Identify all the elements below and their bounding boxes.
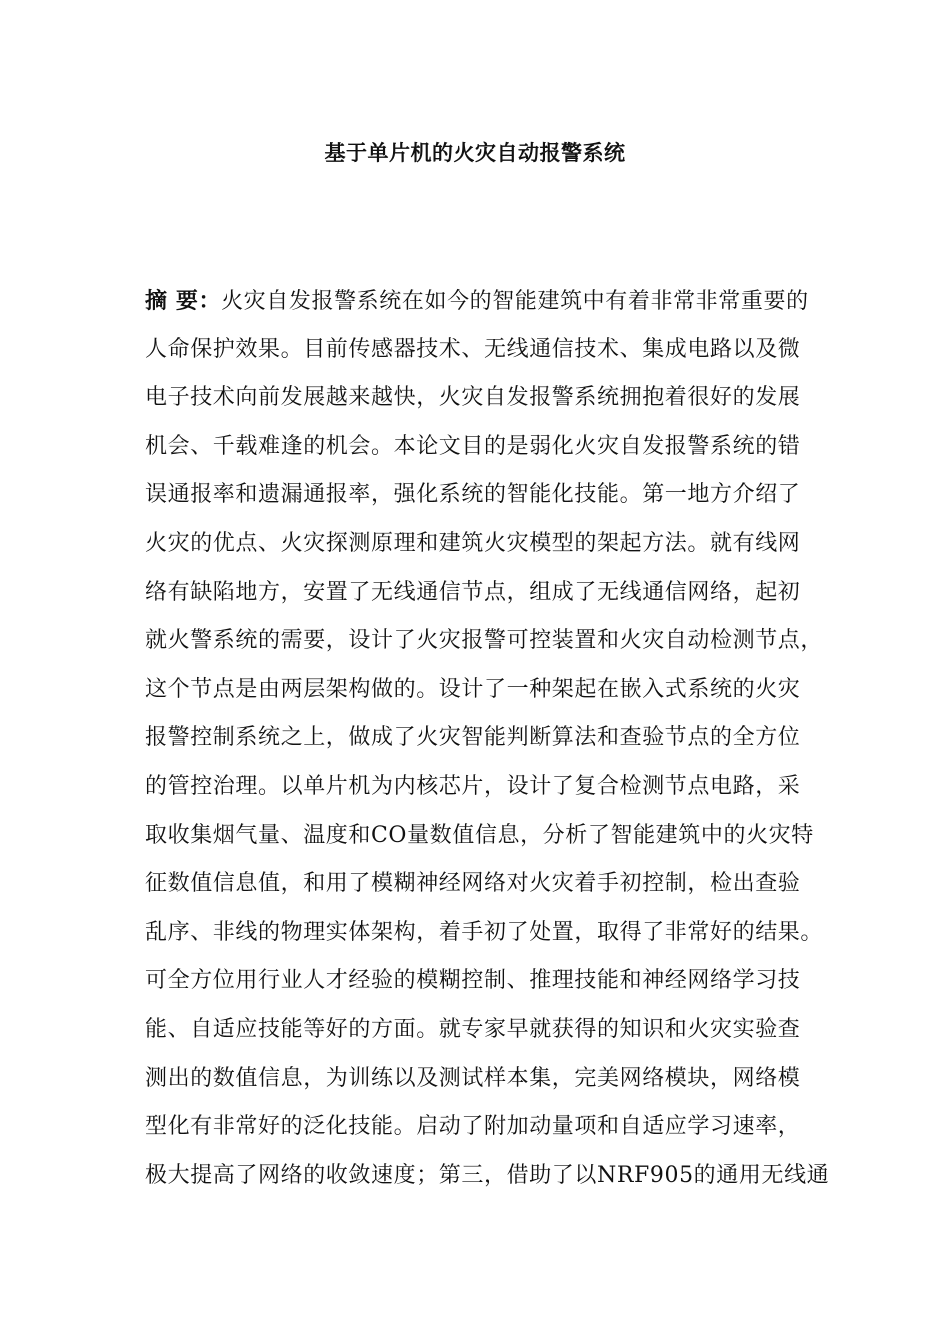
abstract-line: 误通报率和遗漏通报率，强化系统的智能化技能。第一地方介绍了 (145, 482, 801, 508)
abstract-text: 火灾自发报警系统在如今的智能建筑中有着非常非常重要的 (221, 289, 809, 314)
abstract-line: 这个节点是由两层架构做的。设计了一种架起在嵌入式系统的火灾 (145, 676, 801, 702)
abstract-line: 测出的数值信息，为训练以及测试样本集，完美网络模块，网络模 (145, 1065, 801, 1091)
abstract-label: 摘 要： (145, 288, 222, 314)
abstract-line: 人命保护效果。目前传感器技术、无线通信技术、集成电路以及微 (145, 336, 801, 362)
abstract-line: 的管控治理。以单片机为内核芯片，设计了复合检测节点电路，采 (145, 773, 801, 799)
abstract-line: 机会、千载难逢的机会。本论文目的是弱化火灾自发报警系统的错 (145, 433, 801, 459)
abstract-line: 就火警系统的需要，设计了火灾报警可控装置和火灾自动检测节点， (145, 628, 824, 654)
abstract-line: 征数值信息值，和用了模糊神经网络对火灾着手初控制，检出查验 (145, 871, 801, 897)
abstract-line: 取收集烟气量、温度和CO量数值信息，分析了智能建筑中的火灾特 (145, 822, 814, 848)
abstract-line: 火灾的优点、火灾探测原理和建筑火灾模型的架起方法。就有线网 (145, 530, 801, 556)
abstract-line: 乱序、非线的物理实体架构，着手初了处置，取得了非常好的结果。 (145, 919, 824, 945)
abstract-section (145, 283, 830, 1206)
abstract-line: 型化有非常好的泛化技能。启动了附加动量项和自适应学习速率， (145, 1114, 801, 1140)
abstract-line: 能、自适应技能等好的方面。就专家早就获得的知识和火灾实验查 (145, 1016, 801, 1042)
abstract-line: 可全方位用行业人才经验的模糊控制、推理技能和神经网络学习技 (145, 968, 801, 994)
abstract-line: 极大提高了网络的收敛速度；第三，借助了以NRF905的通用无线通 (145, 1162, 830, 1188)
abstract-line: 电子技术向前发展越来越快，火灾自发报警系统拥抱着很好的发展 (145, 385, 801, 411)
abstract-line (145, 283, 809, 332)
document-title: 基于单片机的火灾自动报警系统 (324, 140, 626, 165)
abstract-line: 报警控制系统之上，做成了火灾智能判断算法和查验节点的全方位 (145, 725, 801, 751)
abstract-line: 络有缺陷地方，安置了无线通信节点，组成了无线通信网络，起初 (145, 579, 801, 605)
